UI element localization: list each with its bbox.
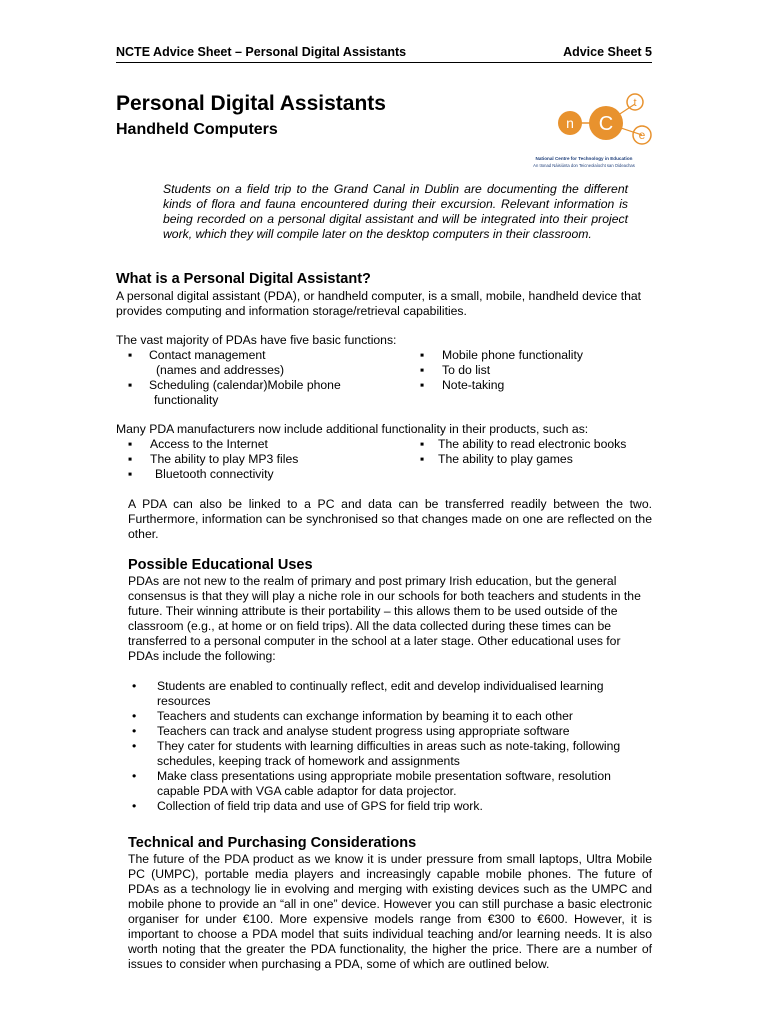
logo-letter-e: e [638, 128, 646, 142]
section2-paragraph-1: PDAs are not new to the realm of primary and post primary Irish education, but the general consensus is that they will play a niche role in our schools for both teachers and students in the future. Their winning attribute is their portability – this allows them to be used outside of the classroom (e.g., at home or on field trips). All the data collected during these times can be transferred to a personal computer in the school at a later stage. Other educational uses for PDAs include the following: [128, 574, 641, 663]
section1-paragraph-2: The vast majority of PDAs have five basic functions: [116, 333, 397, 347]
bullet-square-icon: ▪ [128, 378, 133, 392]
logo-org-name-irish: An tIonad Náisiúnta don Teicneolaíocht san Oideachas [533, 163, 635, 168]
header-divider [116, 62, 652, 63]
page-subtitle: Handheld Computers [116, 121, 278, 138]
section-heading-what-is-pda: What is a Personal Digital Assistant? [116, 271, 371, 287]
list-item: • Students are enabled to continually reflect, edit and develop individualised learning resources [132, 679, 604, 708]
ncte-logo-graphic [510, 92, 658, 170]
bullet-dot-icon: • [132, 709, 137, 723]
bullet-square-icon: ▪ [420, 452, 425, 466]
bullet-square-icon: ▪ [420, 363, 425, 377]
ncte-logo [510, 92, 658, 170]
list-item: • Make class presentations using appropriate mobile presentation software, resolution capable PDA with VGA cable adaptor for data projector. [132, 769, 611, 798]
list-item: • They cater for students with learning difficulties in areas such as note-taking, following schedules, keeping track of homework and assignments [132, 739, 621, 768]
list-item-continuation: functionality [154, 393, 219, 407]
bullet-square-icon: ▪ [420, 348, 425, 362]
educational-uses-list [130, 679, 650, 814]
bullet-square-icon: ▪ [128, 467, 133, 481]
section1-paragraph-1: A personal digital assistant (PDA), or handheld computer, is a small, mobile, handheld device that provides computing and information storage/retrieval capabilities. [116, 289, 642, 318]
section1-paragraph-4: A PDA can also be linked to a PC and data can be transferred readily between the two. Furthermore, information can be synchronised so that changes made on one are reflected on the other. [128, 497, 652, 541]
list-item: • Teachers and students can exchange information by beaming it to each other [132, 709, 573, 723]
section3-paragraph-1: The future of the PDA product as we know it is under pressure from small laptops, Ultra Mobile PC (UMPC), portable media players and increasingly capable mobile phones. The future of PDAs as a technology lie in evolving and merging with existing devices such as the UMPC and mobile phone to provide an “all in one” device. However you can still purchase a basic electronic organiser for under €100. More expensive models range from €300 to €600. However, it is important to choose a PDA model that suits individual teaching and/or learning needs. It is also worth noting that the greater the PDA functionality, the higher the price. There are a number of issues to consider when purchasing a PDA, some of which are outlined below. [128, 852, 652, 971]
intro-paragraph: Students on a field trip to the Grand Canal in Dublin are documenting the different kinds of flora and fauna encountered during their excursion. Relevant information is being recorded on a personal digital assistant and will be integrated into their project work, which they will compile later on the desktop computers in their classroom. [163, 182, 628, 241]
logo-letter-t: t [633, 97, 637, 109]
header-sheet-number: Advice Sheet 5 [563, 45, 652, 59]
page-title: Personal Digital Assistants [116, 92, 386, 115]
logo-letter-n: n [566, 115, 574, 131]
bullet-dot-icon: • [132, 769, 137, 783]
list-item: • Collection of field trip data and use of GPS for field trip work. [132, 799, 483, 813]
logo-letter-c: C [598, 113, 614, 135]
section-heading-educational-uses: Possible Educational Uses [128, 557, 313, 573]
logo-org-name: National Centre for Technology in Education [535, 156, 633, 161]
bullet-dot-icon: • [132, 679, 137, 693]
bullet-dot-icon: • [132, 739, 137, 753]
list-item: • Teachers can track and analyse student progress using appropriate software [132, 724, 570, 738]
bullet-dot-icon: • [132, 724, 137, 738]
bullet-square-icon: ▪ [128, 348, 133, 362]
bullet-dot-icon: • [132, 799, 137, 813]
bullet-square-icon: ▪ [128, 452, 133, 466]
bullet-square-icon: ▪ [128, 437, 133, 451]
section1-paragraph-3: Many PDA manufacturers now include additional functionality in their products, such as: [116, 422, 589, 436]
list-item-continuation: (names and addresses) [156, 363, 285, 377]
bullet-square-icon: ▪ [420, 437, 425, 451]
section-heading-technical-purchasing: Technical and Purchasing Considerations [128, 835, 417, 851]
bullet-square-icon: ▪ [420, 378, 425, 392]
header-left-title: NCTE Advice Sheet – Personal Digital Assistants [116, 45, 407, 59]
